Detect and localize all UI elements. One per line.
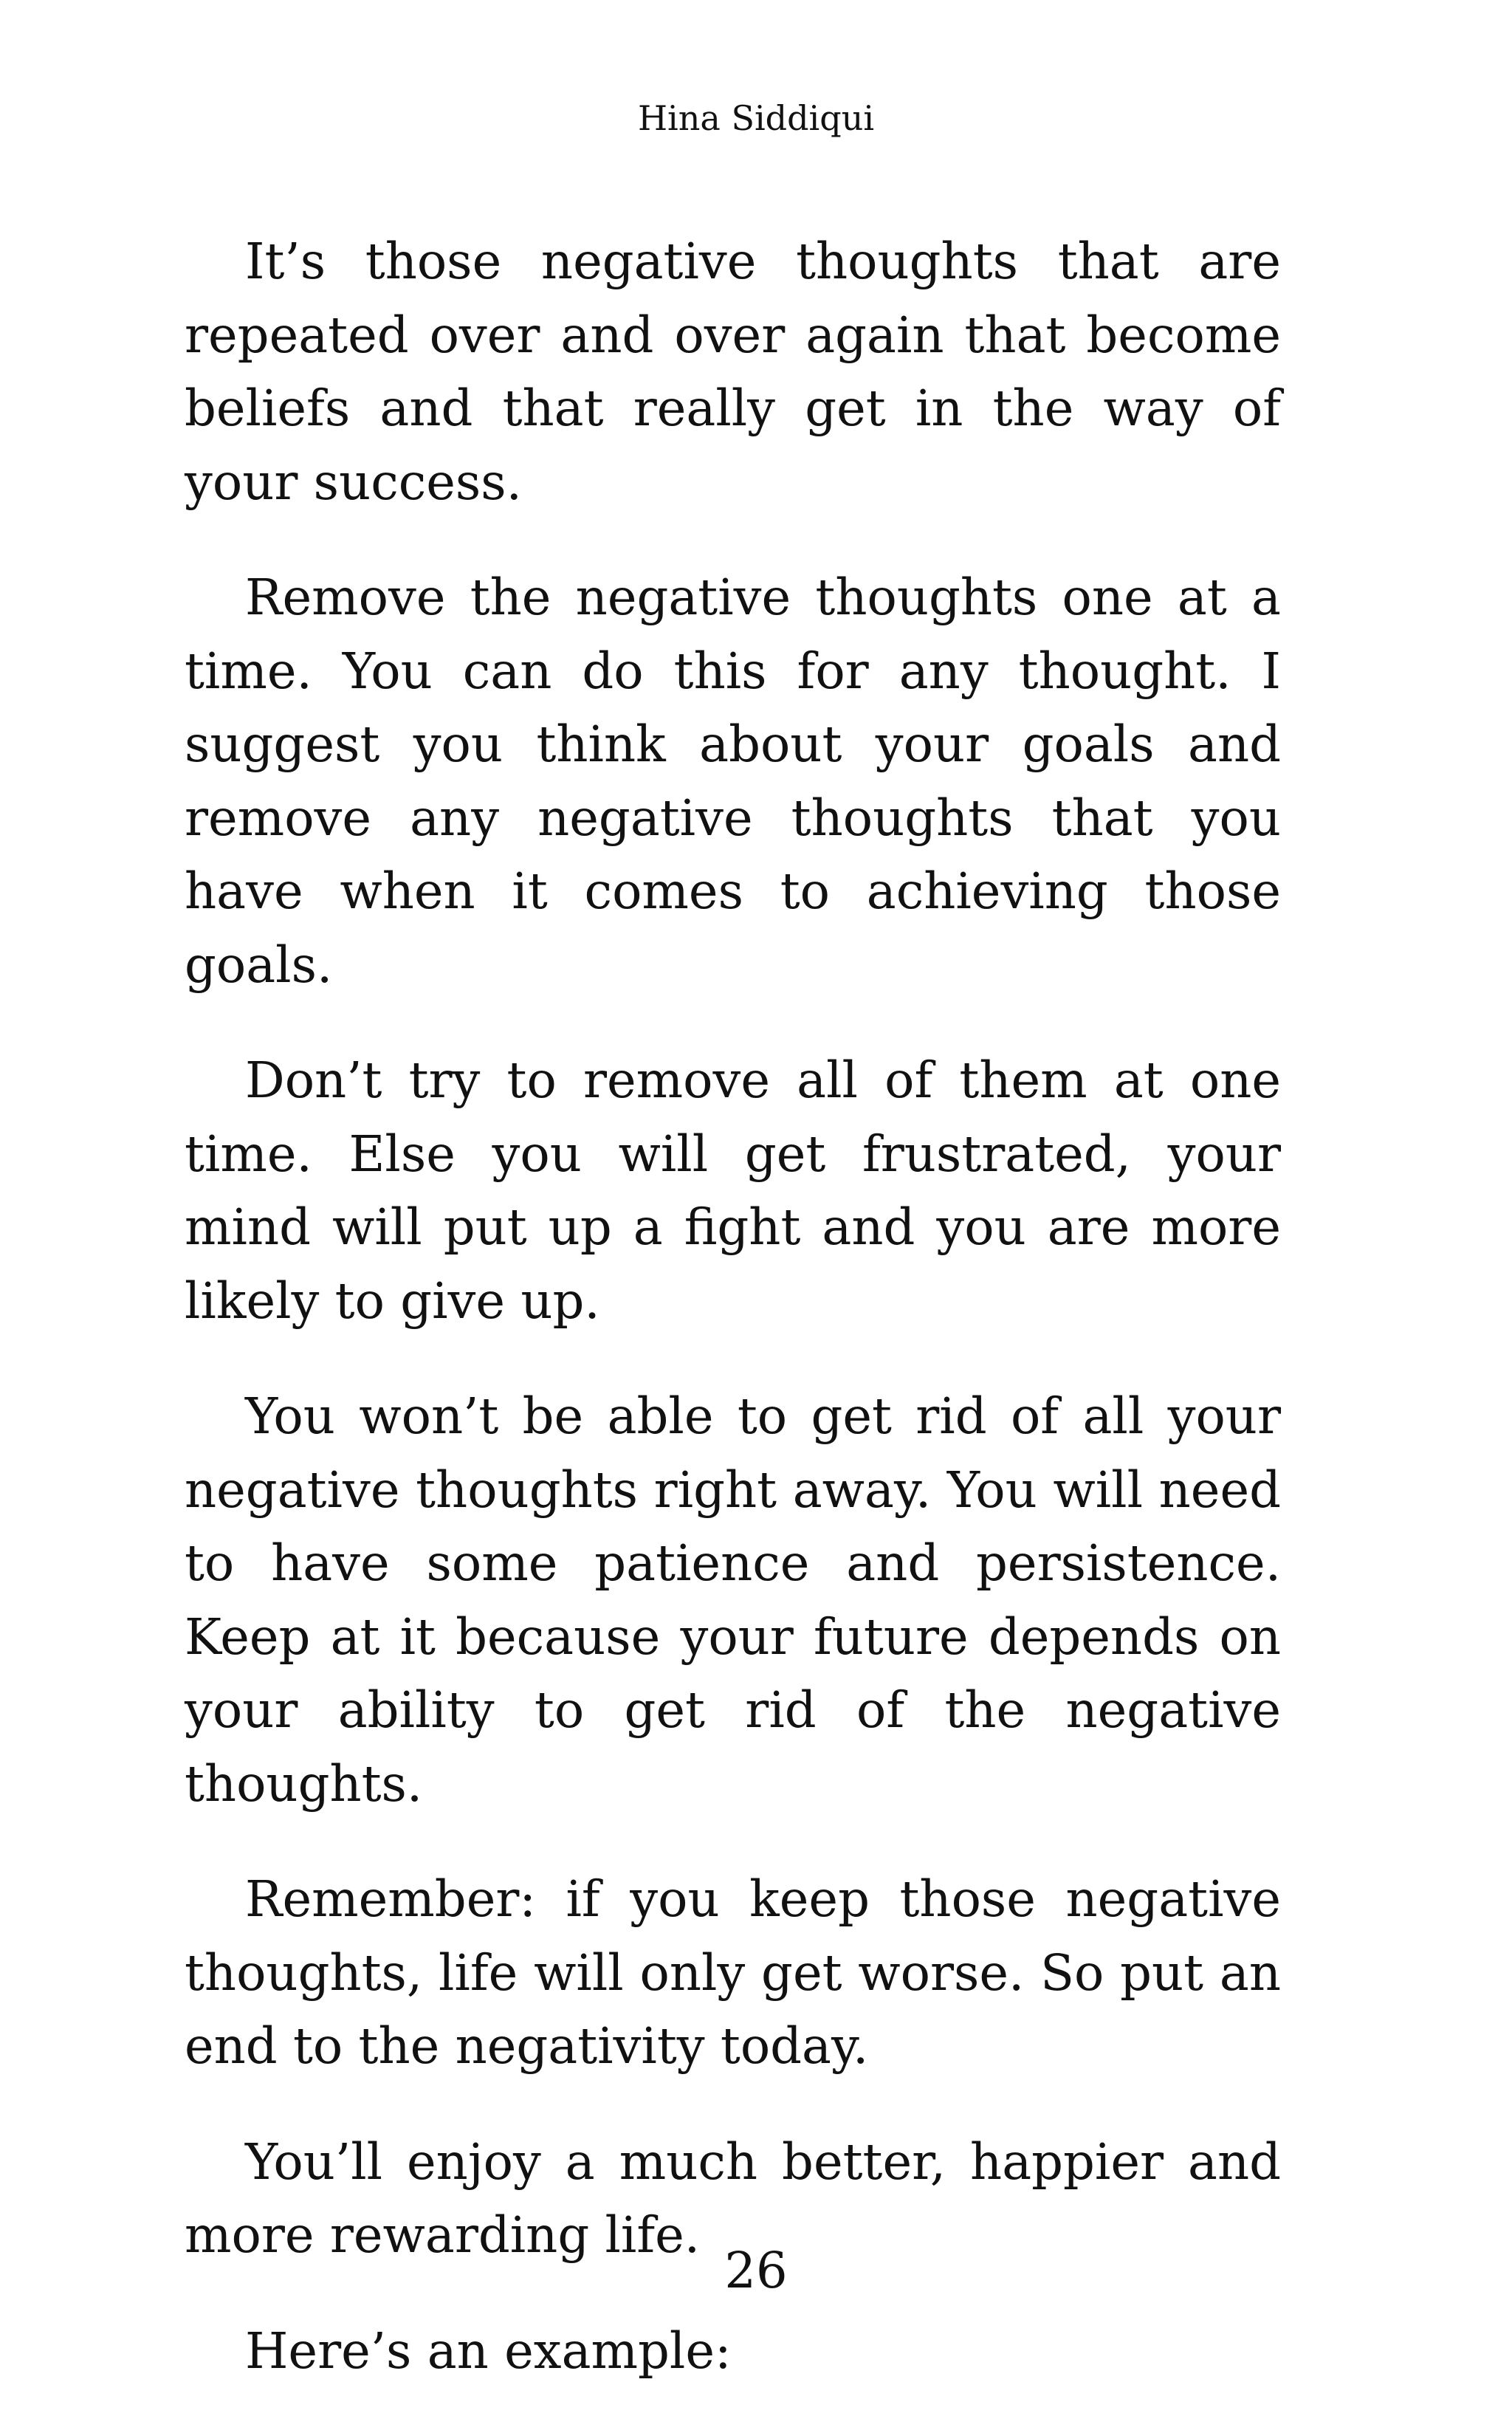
paragraph-5: Remember: if you keep those negative thoughts, life will only get worse. So put an end to the negativity today. <box>185 1870 1281 2075</box>
paragraph-3: Don’t try to remove all of them at one time. Else you will get frustrated, your mind will put up a fight and you are more likely to give up. <box>185 1051 1281 1330</box>
paragraph-4: You won’t be able to get rid of all your negative thoughts right away. You will need to have some patience and persistence. Keep at it because your future depends on your ability to get rid of the negative thoughts. <box>185 1387 1281 1813</box>
running-header-author: Hina Siddiqui <box>637 98 875 138</box>
page-body <box>185 225 1281 2430</box>
page-number: 26 <box>724 2242 788 2299</box>
paragraph-1: It’s those negative thoughts that are repeated over and over again that become beliefs and that really get in the way of your success. <box>185 233 1281 511</box>
paragraph-7: Here’s an example: <box>245 2321 732 2380</box>
paragraph-6: You’ll enjoy a much better, happier and more rewarding life. <box>185 2132 1281 2264</box>
paragraph-2: Remove the negative thoughts one at a time. You can do this for any thought. I suggest you think about your goals and remove any negative thoughts that you have when it comes to achieving those goals. <box>185 569 1281 994</box>
